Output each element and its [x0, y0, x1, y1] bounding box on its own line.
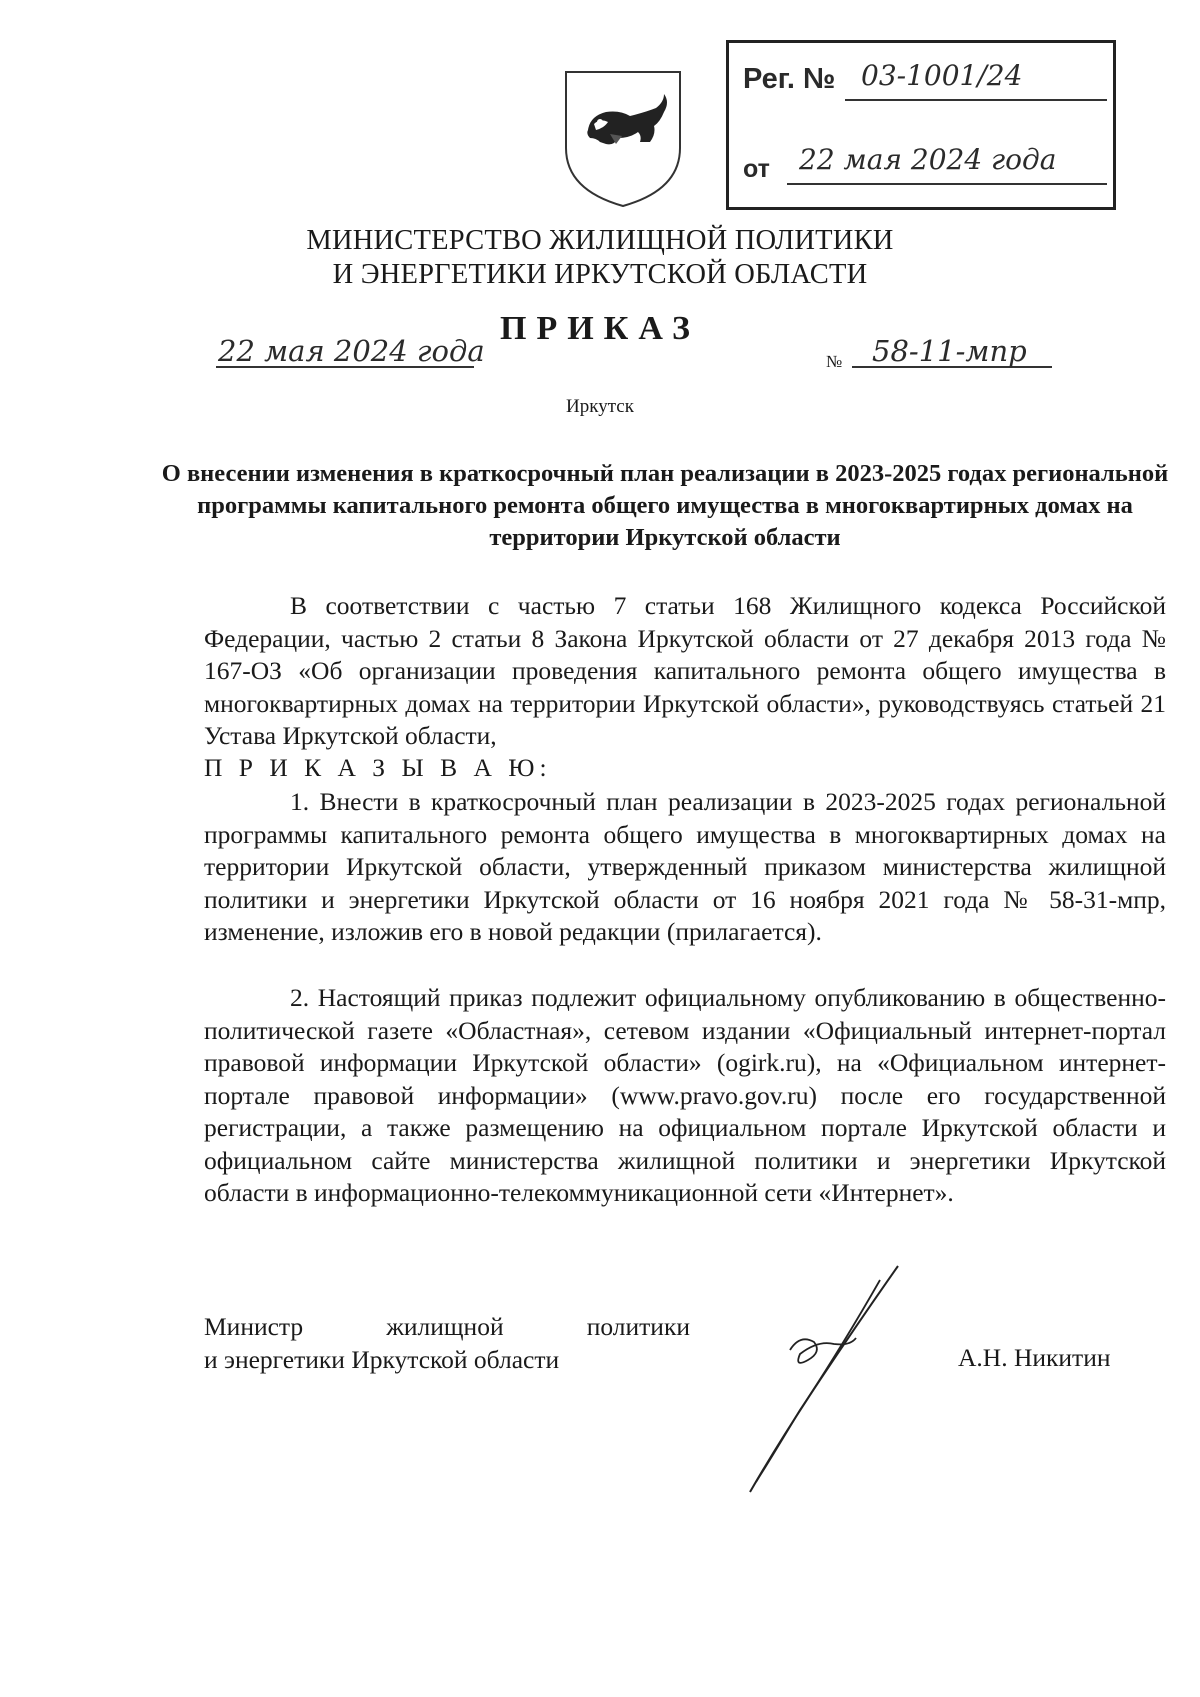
document-type-title: ПРИКАЗ: [500, 310, 700, 347]
order-item-1: 1. Внести в краткосрочный план реализации в 2023-2025 годах региональной программы капитального ремонта общего имущества в многоквартирных домах на территории Иркутской области, утвержденный приказом министерства жилищной политики и энергетики Иркутской области от 16 ноября 2021 года № 58-31-мпр, изменение, изложив его в новой редакции (прилагается).: [204, 787, 1166, 946]
number-sign: №: [826, 352, 843, 371]
reg-date-label: от: [743, 155, 770, 183]
order-date-handwritten: 22 мая 2024 года: [218, 334, 485, 368]
preamble-paragraph: В соответствии с частью 7 статьи 168 Жилищного кодекса Российской Федерации, частью 2 статьи 8 Закона Иркутской области от 27 декабря 2013 года № 167-ОЗ «Об организации проведения капитального ремонта общего имущества в многоквартирных домах на территории Иркутской области», руководствуясь статьей 21 Устава Иркутской области,: [204, 591, 1166, 750]
reg-date-value: 22 мая 2024 года: [799, 143, 1057, 176]
ministry-name-line-2: И ЭНЕРГЕТИКИ ИРКУТСКОЙ ОБЛАСТИ: [332, 259, 868, 290]
ministry-name-line-1: МИНИСТЕРСТВО ЖИЛИЩНОЙ ПОЛИТИКИ: [306, 225, 894, 256]
reg-number-underline: [845, 99, 1107, 101]
signer-position: [204, 1310, 690, 1376]
directive-heading: П Р И К А З Ы В А Ю:: [204, 753, 552, 782]
city-name: Иркутск: [566, 396, 634, 417]
registration-stamp: [726, 40, 1116, 210]
signer-position-line-1: Министр жилищной политики: [204, 1312, 690, 1341]
reg-number-value: 03-1001/24: [861, 59, 1023, 92]
reg-date-underline: [787, 183, 1107, 185]
order-item-2: 2. Настоящий приказ подлежит официальному опубликованию в общественно-политической газете «Областная», сетевом издании «Официальный интернет-портал правовой информации Иркутской области» (ogirk.ru), на «Официальном интернет-портале правовой информации» (www.pravo.gov.ru) после его государственной регистрации, а также размещению на официальном портале Иркутской области и официальном сайте министерства жилищной политики и энергетики Иркутской области в информационно-телекоммуникационной сети «Интернет».: [204, 983, 1166, 1207]
order-number-handwritten: 58-11-мпр: [872, 334, 1027, 368]
handwritten-signature-icon: [730, 1260, 950, 1500]
reg-number-label: Рег. №: [743, 63, 836, 95]
order-subject: О внесении изменения в краткосрочный план реализации в 2023-2025 годах региональной программы капитального ремонта общего имущества в многоквартирных домах на территории Иркутской области: [161, 460, 1169, 551]
signer-name: А.Н. Никитин: [958, 1343, 1111, 1372]
signer-position-line-2: и энергетики Иркутской области: [204, 1345, 560, 1374]
coat-of-arms-icon: [560, 68, 686, 210]
